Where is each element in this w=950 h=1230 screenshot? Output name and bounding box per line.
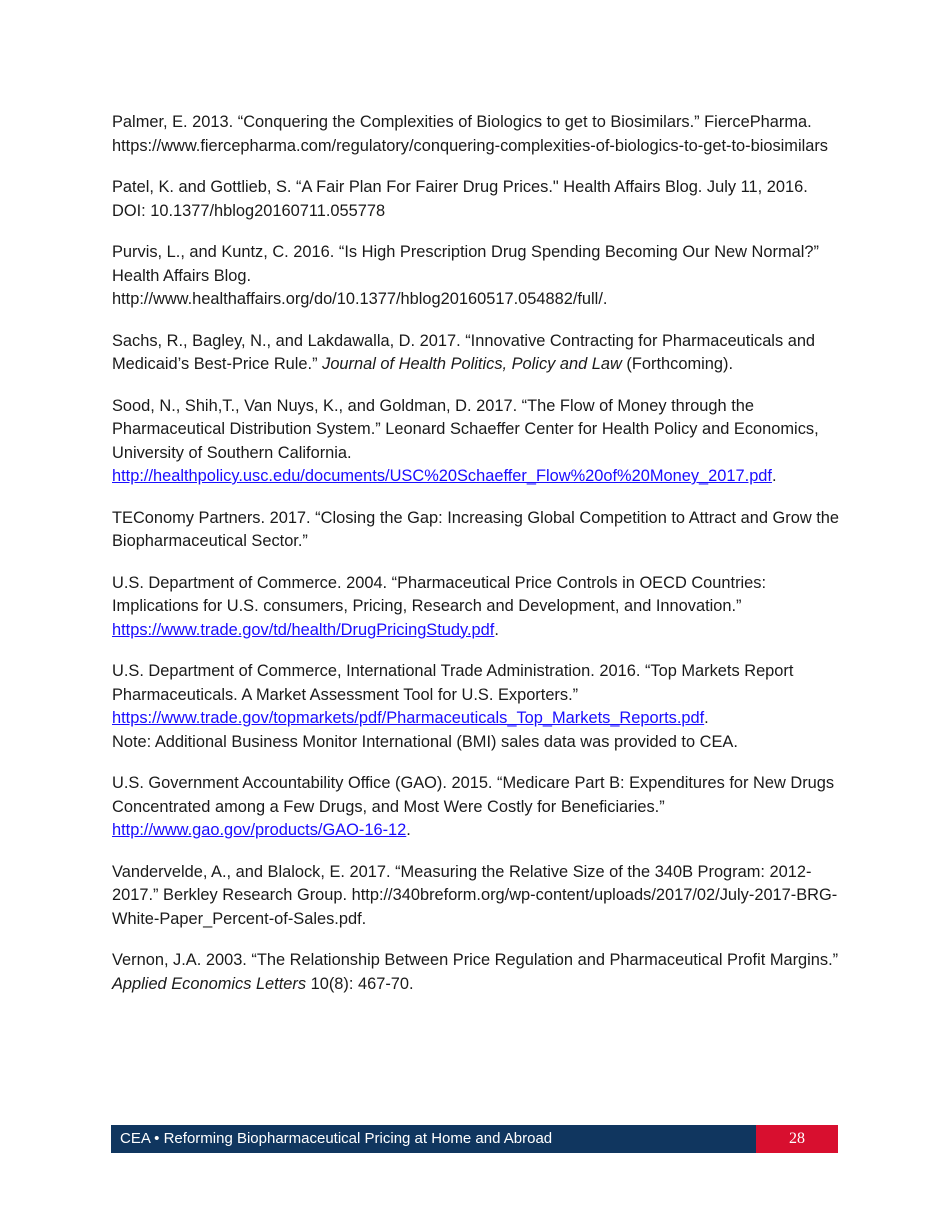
reference-note: Note: Additional Business Monitor International (BMI) sales data was provided to CEA. xyxy=(112,732,738,751)
reference-text-end: . xyxy=(494,620,499,639)
reference-text-end: . xyxy=(406,821,411,839)
reference-text: U.S. Government Accountability Office (GAO). 2015. “Medicare Part B: Expenditures for New Drugs Concentrated among a Few Drugs, and Most Were Costly for Beneficiaries.” xyxy=(112,774,835,816)
reference-text: Patel, K. and Gottlieb, S. “A Fair Plan For Fairer Drug Prices." Health Affairs Blog. July 11, 2016. DOI: 10.1377/hblog20160711.055778 xyxy=(112,178,808,220)
page-footer xyxy=(111,1125,838,1153)
page-number: 28 xyxy=(756,1125,838,1153)
reference-text-end: . xyxy=(704,709,709,727)
reference-text: U.S. Department of Commerce. 2004. “Pharmaceutical Price Controls in OECD Countries: Implications for U.S. consumers, Pricing, Research and Development, and Innovation.” xyxy=(112,573,767,615)
journal-title: Journal of Health Politics, Policy and Law xyxy=(322,355,622,373)
reference-palmer xyxy=(112,111,842,158)
reference-link[interactable]: https://www.trade.gov/topmarkets/pdf/Pharmaceuticals_Top_Markets_Reports.pdf xyxy=(112,709,705,727)
reference-text: Palmer, E. 2013. “Conquering the Complexities of Biologics to get to Biosimilars.” FiercePharma. https://www.fiercepharma.com/regulatory/conquering-complexities-of-biologics-to-get-to-biosimilars xyxy=(112,113,829,155)
reference-sood xyxy=(112,395,842,489)
reference-text-end: (Forthcoming). xyxy=(621,355,733,373)
reference-link[interactable]: http://www.gao.gov/products/GAO-16-12 xyxy=(112,821,407,839)
reference-link[interactable]: http://healthpolicy.usc.edu/documents/USC%20Schaeffer_Flow%20of%20Money_2017.pdf xyxy=(112,467,772,485)
reference-vernon xyxy=(112,949,842,996)
reference-text: Purvis, L., and Kuntz, C. 2016. “Is High Prescription Drug Spending Becoming Our New Normal?” Health Affairs Blog. xyxy=(112,243,819,285)
reference-text: Vernon, J.A. 2003. “The Relationship Between Price Regulation and Pharmaceutical Profit Margins.” xyxy=(112,951,839,969)
reference-text-end: 10(8): 467-70. xyxy=(306,974,414,993)
reference-link[interactable]: https://www.trade.gov/td/health/DrugPricingStudy.pdf xyxy=(112,620,495,639)
reference-sachs xyxy=(112,330,842,377)
reference-gao xyxy=(112,772,842,843)
reference-url: http://www.healthaffairs.org/do/10.1377/hblog20160517.054882/full/. xyxy=(112,290,608,308)
reference-teconomy xyxy=(112,507,842,554)
reference-commerce-2004 xyxy=(112,572,842,643)
reference-text: Sachs, R., Bagley, N., and Lakdawalla, D. 2017. “Innovative Contracting for Pharmaceuticals and Medicaid’s Best-Price Rule.” xyxy=(112,331,816,373)
reference-list xyxy=(112,111,842,1014)
reference-commerce-2016 xyxy=(112,660,842,754)
reference-text: U.S. Department of Commerce, International Trade Administration. 2016. “Top Markets Report Pharmaceuticals. A Market Assessment Tool for U.S. Exporters.” xyxy=(112,662,794,704)
footer-title: CEA • Reforming Biopharmaceutical Pricing at Home and Abroad xyxy=(111,1125,756,1153)
reference-text: Sood, N., Shih,T., Van Nuys, K., and Goldman, D. 2017. “The Flow of Money through the Pharmaceutical Distribution System.” Leonard Schaeffer Center for Health Policy and Economics, University of Southern California. xyxy=(112,396,819,462)
reference-text-end: . xyxy=(771,467,777,485)
reference-text: TEConomy Partners. 2017. “Closing the Gap: Increasing Global Competition to Attract and Grow the Biopharmaceutical Sector.” xyxy=(112,508,840,550)
reference-text: Vandervelde, A., and Blalock, E. 2017. “Measuring the Relative Size of the 340B Program: 2012-2017.” Berkley Research Group. http://340breform.org/wp-content/uploads/2017/02/July-2017-BRG-White-Paper_Percent-of-Sales.pdf. xyxy=(112,862,838,928)
journal-title: Applied Economics Letters xyxy=(112,974,307,993)
reference-vandervelde xyxy=(112,861,842,932)
reference-purvis xyxy=(112,241,842,312)
reference-patel xyxy=(112,176,842,223)
